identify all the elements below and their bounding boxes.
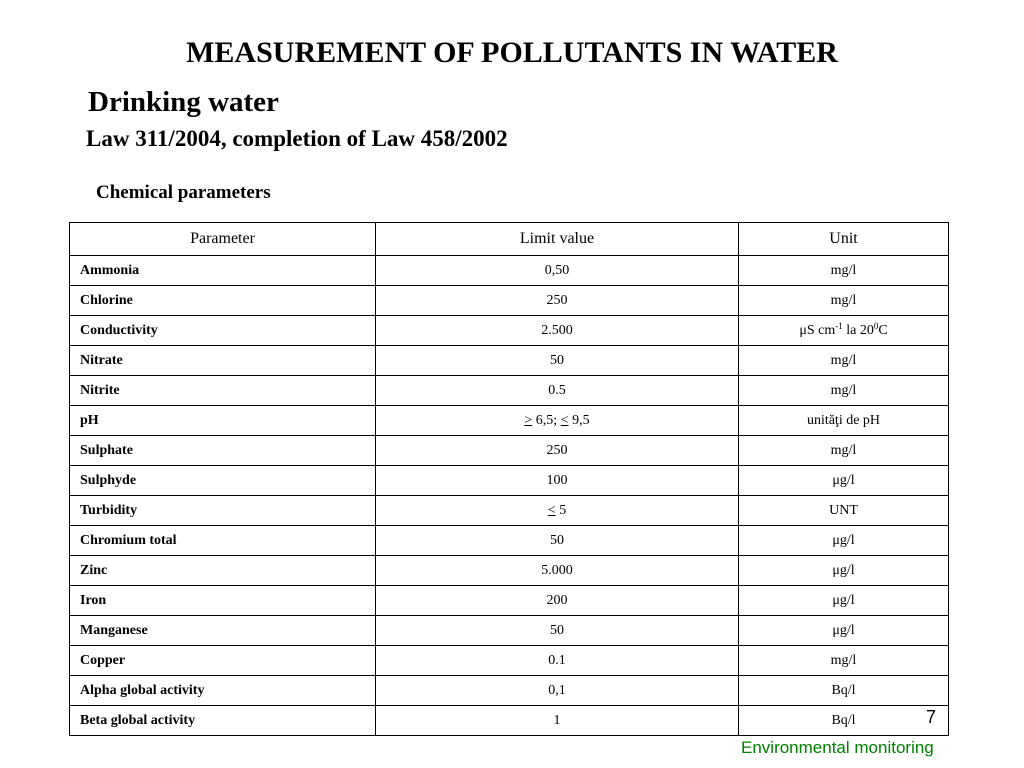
table-row	[70, 526, 949, 556]
row-parameter: Sulphate	[70, 436, 376, 466]
row-unit: mg/l	[739, 346, 949, 376]
row-parameter: Chlorine	[70, 286, 376, 316]
table-row	[70, 436, 949, 466]
row-parameter: Chromium total	[70, 526, 376, 556]
row-parameter: Beta global activity	[70, 706, 376, 736]
chemical-parameters-table	[69, 222, 949, 736]
row-unit: μg/l	[739, 586, 949, 616]
row-parameter: Sulphyde	[70, 466, 376, 496]
row-limit	[376, 496, 739, 526]
row-unit: UNT	[739, 496, 949, 526]
row-parameter: pH	[70, 406, 376, 436]
table-row	[70, 256, 949, 286]
row-parameter: Iron	[70, 586, 376, 616]
limit-upper: 5	[555, 502, 567, 518]
row-limit: 100	[376, 466, 739, 496]
row-limit: 2.500	[376, 316, 739, 346]
row-parameter: Manganese	[70, 616, 376, 646]
table-row	[70, 646, 949, 676]
row-limit: 0.1	[376, 646, 739, 676]
row-limit	[376, 406, 739, 436]
table-header-row	[70, 223, 949, 256]
footer-text: Environmental monitoring	[741, 738, 934, 757]
row-parameter: Alpha global activity	[70, 676, 376, 706]
header-limit-value: Limit value	[376, 223, 739, 256]
row-limit: 50	[376, 346, 739, 376]
limit-le-sign: <	[547, 502, 556, 518]
row-unit: mg/l	[739, 256, 949, 286]
row-limit: 50	[376, 616, 739, 646]
limit-upper: 9,5	[568, 412, 590, 428]
unit-end: C	[878, 322, 888, 338]
limit-lower: 6,5;	[532, 412, 561, 428]
row-limit: 0.5	[376, 376, 739, 406]
unit-middle: la 20	[842, 322, 874, 338]
row-limit: 200	[376, 586, 739, 616]
row-parameter: Zinc	[70, 556, 376, 586]
table-row	[70, 286, 949, 316]
table-row	[70, 466, 949, 496]
row-unit: μg/l	[739, 526, 949, 556]
row-unit: unităţi de pH	[739, 406, 949, 436]
row-limit: 250	[376, 436, 739, 466]
table-row	[70, 406, 949, 436]
row-parameter: Ammonia	[70, 256, 376, 286]
table-row	[70, 676, 949, 706]
limit-ge-sign: >	[524, 412, 533, 428]
row-limit: 5.000	[376, 556, 739, 586]
row-unit: μg/l	[739, 556, 949, 586]
header-unit: Unit	[739, 223, 949, 256]
section-heading: Chemical parameters	[96, 182, 271, 203]
row-unit: Bq/l	[739, 676, 949, 706]
row-unit: mg/l	[739, 286, 949, 316]
unit-base: μS cm	[799, 322, 836, 338]
row-unit: μg/l	[739, 616, 949, 646]
row-limit: 0,1	[376, 676, 739, 706]
unit-superscript: -1	[835, 320, 843, 331]
row-parameter: Conductivity	[70, 316, 376, 346]
row-limit: 250	[376, 286, 739, 316]
table-row	[70, 706, 949, 736]
row-unit: Bq/l	[739, 706, 949, 736]
table-row	[70, 316, 949, 346]
row-limit: 50	[376, 526, 739, 556]
row-unit: mg/l	[739, 436, 949, 466]
row-parameter: Turbidity	[70, 496, 376, 526]
row-limit: 0,50	[376, 256, 739, 286]
row-parameter: Copper	[70, 646, 376, 676]
page-number: 7	[926, 707, 937, 727]
unit-degree-superscript: 0	[873, 320, 879, 331]
table-row	[70, 346, 949, 376]
row-unit	[739, 316, 949, 346]
table-row	[70, 586, 949, 616]
law-reference: Law 311/2004, completion of Law 458/2002	[86, 126, 508, 151]
row-unit: mg/l	[739, 376, 949, 406]
table-row	[70, 496, 949, 526]
table-row	[70, 616, 949, 646]
slide-subtitle: Drinking water	[88, 86, 279, 118]
slide-title: MEASUREMENT OF POLLUTANTS IN WATER	[186, 36, 838, 69]
row-limit: 1	[376, 706, 739, 736]
row-unit: μg/l	[739, 466, 949, 496]
row-parameter: Nitrate	[70, 346, 376, 376]
header-parameter: Parameter	[70, 223, 376, 256]
row-parameter: Nitrite	[70, 376, 376, 406]
limit-le-sign: <	[560, 412, 569, 428]
row-unit: mg/l	[739, 646, 949, 676]
table-row	[70, 556, 949, 586]
table-row	[70, 376, 949, 406]
